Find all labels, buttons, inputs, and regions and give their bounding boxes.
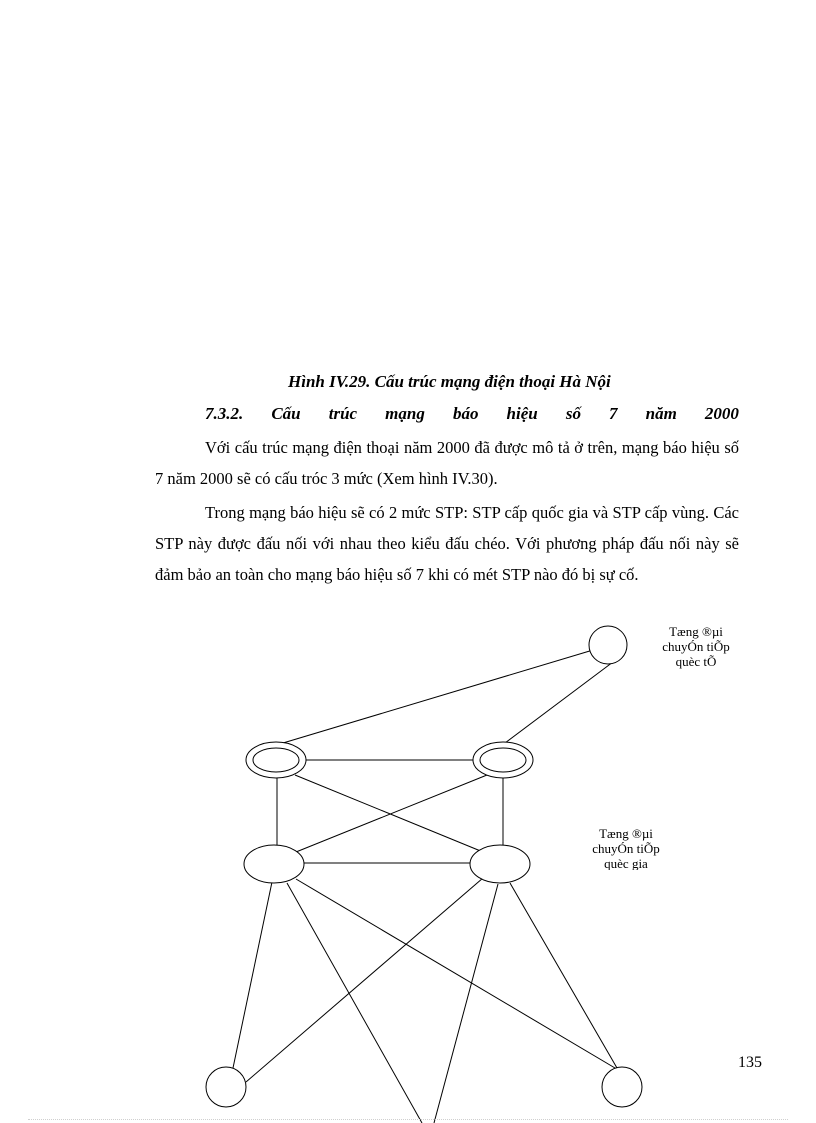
- section-title-word: 7: [609, 404, 618, 423]
- section-title-word: hiệu: [506, 404, 538, 423]
- national-stp-node-left-inner: [253, 748, 299, 772]
- international-node: [589, 626, 627, 664]
- link-lower-3: [296, 879, 615, 1068]
- link-intl-to-national-left: [283, 650, 593, 743]
- regional-stp-node-right: [470, 845, 530, 883]
- link-intl-to-national-right: [505, 662, 613, 743]
- link-lower-1: [233, 882, 272, 1068]
- local-node-right: [602, 1067, 642, 1107]
- section-title-word: Cấu: [271, 404, 301, 423]
- section-title-word: 2000: [704, 404, 739, 423]
- label-line: Tæng ®µi: [669, 624, 723, 639]
- section-title-word: báo: [452, 404, 479, 423]
- section-title-word: số: [565, 404, 581, 423]
- label-line: quèc gia: [604, 856, 648, 870]
- section-title-word: năm: [645, 404, 677, 423]
- footer-divider: [28, 1119, 788, 1121]
- label-international-exchange: [650, 624, 742, 670]
- link-cross-1: [295, 775, 483, 852]
- section-title-word: mạng: [385, 404, 425, 423]
- label-line: chuyÓn tiÕp: [662, 639, 730, 654]
- link-cross-2: [296, 775, 487, 852]
- section-title-word: trúc: [328, 404, 358, 423]
- national-stp-node-right-inner: [480, 748, 526, 772]
- body-paragraph-1: Với cấu trúc mạng điện thoại năm 2000 đã được mô tả ở trên, mạng báo hiệu số 7 năm 2000 sẽ có cấu tróc 3 mức (Xem hình IV.30).: [155, 438, 739, 488]
- label-line: Tæng ®µi: [599, 826, 653, 841]
- link-lower-5: [434, 884, 498, 1123]
- figure-caption: Hình IV.29. Cấu trúc mạng điện thoại Hà Nội: [288, 372, 611, 391]
- label-line: quèc tÕ: [675, 654, 717, 669]
- page-number: 135: [738, 1054, 762, 1071]
- link-lower-2: [287, 883, 422, 1123]
- link-lower-4: [246, 878, 483, 1082]
- regional-stp-node-left: [244, 845, 304, 883]
- local-node-left: [206, 1067, 246, 1107]
- link-lower-6: [510, 883, 617, 1068]
- body-paragraph-2: Trong mạng báo hiệu sẽ có 2 mức STP: STP cấp quốc gia và STP cấp vùng. Các STP này được đấu nối với nhau theo kiểu đấu chéo. Với phương pháp đấu nối này sẽ đảm bảo an toàn cho mạng báo hiệu số 7 khi có mét STP nào đó bị sự cố.: [155, 503, 739, 584]
- label-line: chuyÓn tiÕp: [592, 841, 660, 856]
- label-national-exchange: [580, 826, 672, 870]
- section-number: 7.3.2.: [205, 404, 244, 423]
